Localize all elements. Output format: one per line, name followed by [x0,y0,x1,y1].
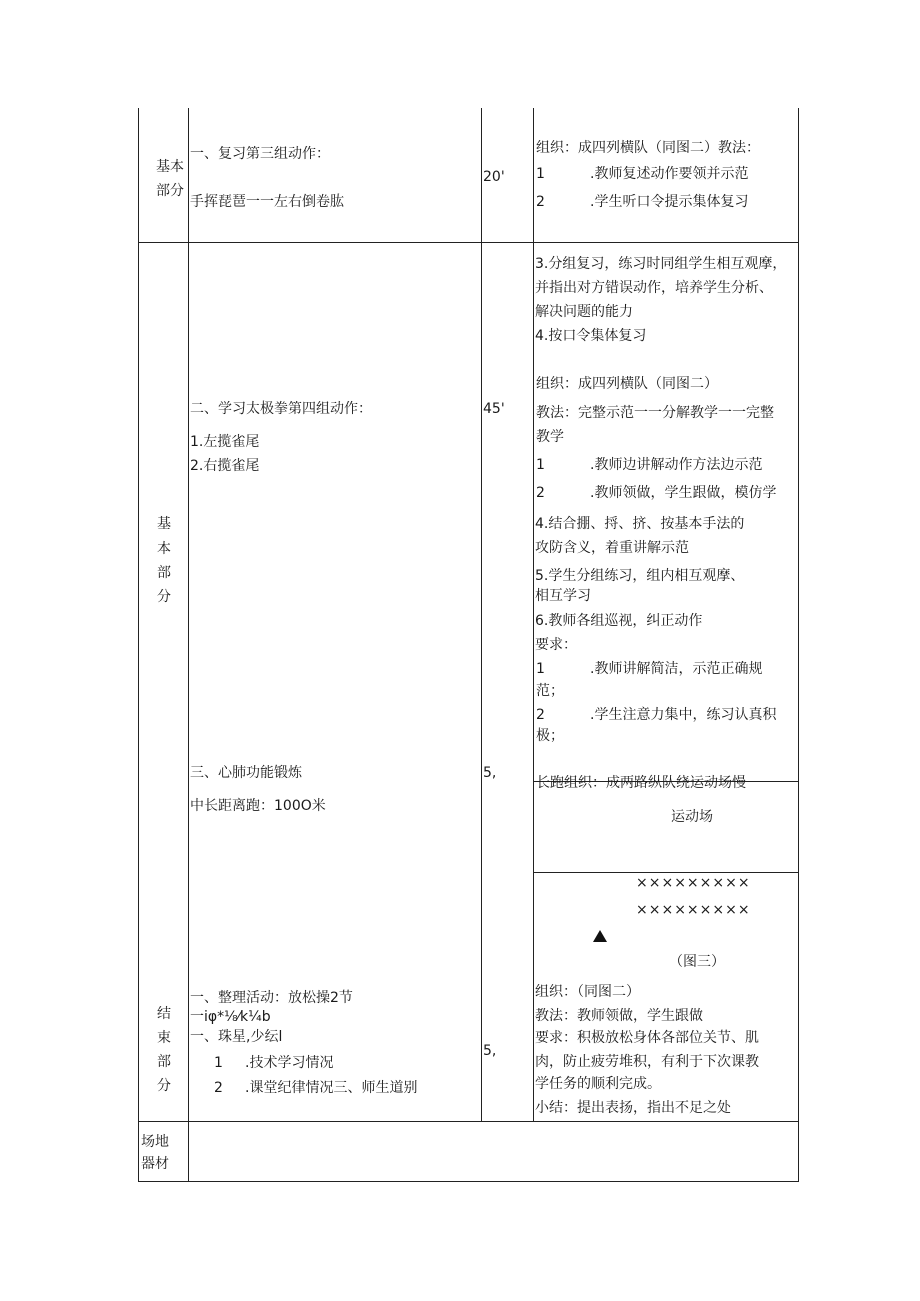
section-label-end-char1: 结 [157,1006,171,1022]
table-col-divider-1 [188,108,189,1182]
method-line: 并指出对方错误动作，培养学生分析、 [535,280,773,296]
time-value: 20' [483,169,505,185]
learn-item: 1.左揽雀尾 [190,434,260,450]
field-label: 运动场 [671,809,713,825]
requirement-text: .学生注意力集中，练习认真积 [590,707,777,723]
table-right-border [798,108,799,1182]
section-label-end-char3: 部 [157,1054,171,1070]
section-label-basic1-line1: 基本 [156,159,184,175]
review-move: 手挥琵琶一一左右倒卷肱 [190,194,344,210]
end-line: 一、整理活动：放松操2节 [190,990,353,1006]
cardio-item: 中长距离跑：100O米 [190,798,326,814]
section-label-basic1-line2: 部分 [156,183,184,199]
section-label-basic2-char1: 基 [157,516,171,532]
method-line: 4.按口令集体复习 [535,328,647,344]
method-step-text: .学生听口令提示集体复习 [590,194,749,210]
figure-caption: （图三） [669,954,725,970]
row-divider-2 [138,1121,799,1122]
review-heading: 一、复习第三组动作： [190,146,330,162]
method-step-text: .教师边讲解动作方法边示范 [590,457,763,473]
method-step-num: 2 [536,194,545,210]
requirement-cont: 极； [536,728,564,744]
clipped-text: 长跑组织：成两路纵队绕运动场慢 [536,775,746,791]
method-step-num: 1 [536,166,545,182]
method-line: 要求： [535,637,577,653]
end-item-num: 1 [214,1055,223,1071]
method-line: 6.教师各组巡视，纠正动作 [535,613,703,629]
end-item-num: 2 [214,1080,223,1096]
row-divider-field-bottom [533,872,799,873]
method-line: 小结：提出表扬，指出不足之处 [535,1100,731,1116]
method-line: 教学 [536,429,564,445]
learn-item: 2.右揽雀尾 [190,458,260,474]
row-divider-1 [138,242,799,243]
requirement-cont: 范； [536,683,564,699]
method-line: 教法：教师领做，学生跟做 [535,1008,703,1024]
method-step-text: .教师复述动作要领并示范 [590,166,749,182]
method-step-num: 2 [536,485,545,501]
requirement-num: 1 [536,661,545,677]
section-label-end-char2: 束 [157,1030,171,1046]
end-item-text: .课堂纪律情况三、师生道别 [245,1080,418,1096]
method-line: 5.学生分组练习，组内相互观摩、 [535,568,745,584]
method-line: 攻防含义，着重讲解示范 [535,540,689,556]
section-label-end-char4: 分 [157,1078,171,1094]
section-label-basic2-char2: 本 [157,541,171,557]
method-org: 组织：成四列横队（同图二）教法： [536,140,760,156]
method-line: 组织：（同图二） [535,984,640,1000]
method-line: 4.结合掤、捋、挤、按基本手法的 [535,516,745,532]
end-item-text: .技术学习情况 [245,1055,334,1071]
table-left-border [138,108,139,1182]
formation-row: ××××××××× [636,875,751,891]
method-line: 解决问题的能力 [535,304,633,320]
learn-heading: 二、学习太极拳第四组动作： [190,401,372,417]
cardio-heading: 三、心肺功能锻炼 [190,765,302,781]
time-value: 45' [483,401,505,417]
end-line: 一iφ*⅛⁄k¼b [190,1009,271,1025]
formation-row: ××××××××× [636,902,751,918]
table-bottom-border [138,1181,799,1182]
method-line: 相互学习 [535,588,591,604]
clipped-text-row [534,775,798,791]
section-label-venue-line1: 场地 [141,1134,169,1150]
method-line: 要求：积极放松身体各部位关节、肌 [535,1030,759,1046]
section-label-basic2-char3: 部 [157,565,171,581]
requirement-num: 2 [536,707,545,723]
section-label-venue-line2: 器材 [141,1156,169,1172]
method-line: 3.分组复习，练习时同组学生相互观摩， [535,256,787,272]
method-line: 教法：完整示范一一分解教学一一完整 [536,405,774,421]
table-col-divider-3 [533,108,534,1122]
method-line: 肉，防止疲劳堆积，有利于下次课教 [535,1054,759,1070]
method-step-num: 1 [536,457,545,473]
method-line: 学任务的顺利完成。 [535,1076,661,1092]
section-label-basic2-char4: 分 [157,589,171,605]
end-line: 一、珠星,少纭l [190,1029,283,1045]
requirement-text: .教师讲解简洁，示范正确规 [590,661,763,677]
method-step-text: .教师领做，学生跟做，模仿学 [590,485,777,501]
table-col-divider-2 [481,108,482,1122]
time-value: 5, [483,1043,497,1059]
teacher-triangle-icon [593,930,607,942]
method-org: 组织：成四列横队（同图二） [536,376,718,392]
time-value: 5, [483,765,497,781]
